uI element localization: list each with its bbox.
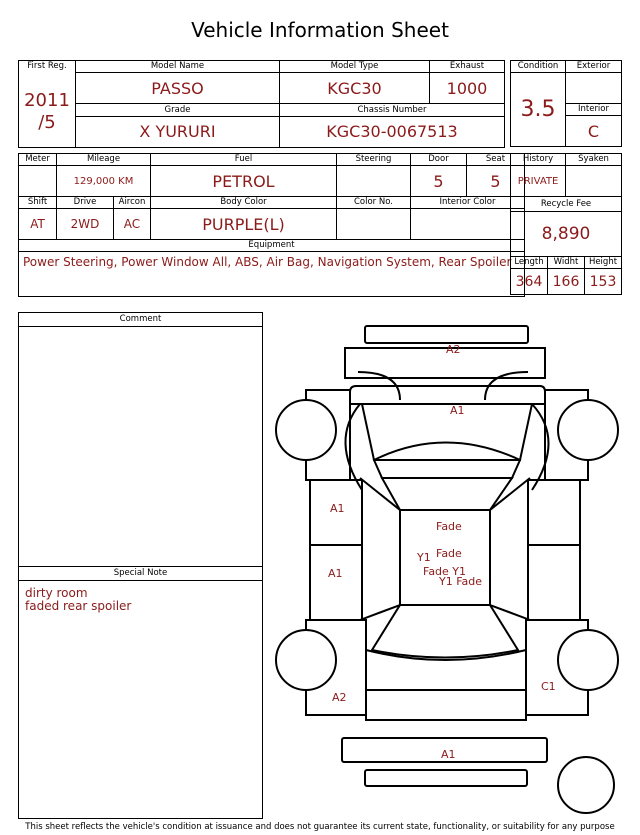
interior-value: C [566, 116, 622, 147]
history-value: PRIVATE [511, 166, 566, 197]
exterior-value [566, 73, 622, 104]
grade-value: X YURURI [76, 116, 280, 147]
door-value: 5 [411, 166, 467, 197]
height-label: Height [585, 257, 622, 269]
mark-right-rear-wheel: C1 [541, 680, 556, 693]
mark-roof-5: Y1 Fade [439, 575, 483, 588]
special-note-box [18, 566, 263, 819]
model-name-value: PASSO [76, 73, 280, 104]
recycle-fee-label: Recycle Fee [511, 197, 622, 212]
mark-front-bumper: A2 [446, 343, 461, 356]
mark-left-front-door: A1 [330, 502, 345, 515]
recycle-fee-value: 8,890 [511, 212, 622, 257]
shift-label: Shift [19, 197, 57, 209]
rear-window [372, 605, 518, 658]
comment-box [18, 312, 263, 567]
shift-value: AT [19, 209, 57, 240]
vehicle-spec-table [18, 153, 525, 297]
right-rear-wheel [558, 630, 618, 690]
left-front-wheel [276, 400, 336, 460]
fuel-label: Fuel [151, 154, 337, 166]
meter-value [19, 166, 57, 197]
car-damage-diagram [270, 320, 625, 820]
mileage-value: 129,000 KM [57, 166, 151, 197]
history-label: History [511, 154, 566, 166]
right-side [528, 480, 580, 620]
length-label: Length [511, 257, 548, 269]
model-name-label: Model Name [76, 61, 280, 73]
comment-label: Comment [19, 313, 262, 327]
disclaimer-footer: This sheet reflects the vehicle's condition at issuance and does not guarantee its current state, functionality, or suitability for any purpose [25, 822, 615, 832]
drive-value: 2WD [57, 209, 114, 240]
mark-roof-2: Fade [436, 547, 462, 560]
steering-value [337, 166, 411, 197]
length-value: 364 [511, 269, 548, 295]
exterior-label: Exterior [566, 61, 622, 73]
color-no-value [337, 209, 411, 240]
first-reg-label: First Reg. [27, 61, 67, 71]
mark-roof-3: Y1 [417, 551, 431, 564]
rear-bumper-lower [365, 770, 527, 786]
interior-color-label: Interior Color [411, 197, 525, 209]
body-color-label: Body Color [151, 197, 337, 209]
mileage-label: Mileage [57, 154, 151, 166]
rear-bumper [366, 690, 526, 720]
chassis-value: KGC30-0067513 [280, 116, 505, 147]
model-type-value: KGC30 [280, 73, 430, 104]
syaken-label: Syaken [566, 154, 622, 166]
fuel-value: PETROL [151, 166, 337, 197]
condition-value: 3.5 [511, 73, 566, 147]
hood-panel [362, 404, 532, 460]
drive-label: Drive [57, 197, 114, 209]
first-reg-month: /5 [38, 112, 56, 133]
mark-rear-bumper: A1 [441, 748, 456, 761]
height-value: 153 [585, 269, 622, 295]
color-no-label: Color No. [337, 197, 411, 209]
seat-label: Seat [467, 154, 525, 166]
width-label: Widht [548, 257, 585, 269]
right-pillar [490, 478, 530, 620]
mark-left-rear-door: A1 [328, 567, 343, 580]
equipment-label: Equipment [19, 240, 525, 252]
interior-label: Interior [566, 104, 622, 116]
exhaust-value: 1000 [430, 73, 505, 104]
equipment-value: Power Steering, Power Window All, ABS, Air Bag, Navigation System, Rear Spoiler [19, 252, 525, 297]
door-label: Door [411, 154, 467, 166]
mark-hood: A1 [450, 404, 465, 417]
mark-roof-4: Fade Y1 [423, 565, 467, 578]
trunk [366, 650, 526, 690]
vehicle-main-table [18, 60, 505, 148]
first-reg-year: 2011 [24, 90, 70, 111]
exhaust-label: Exhaust [430, 61, 505, 73]
syaken-value [566, 166, 622, 197]
aircon-label: Aircon [114, 197, 151, 209]
interior-color-value [411, 209, 525, 240]
width-value: 166 [548, 269, 585, 295]
chassis-label: Chassis Number [280, 104, 505, 116]
body-color-value: PURPLE(L) [151, 209, 337, 240]
grade-label: Grade [76, 104, 280, 116]
comment-text [19, 327, 262, 335]
first-reg-cell [19, 61, 76, 148]
steering-label: Steering [337, 154, 411, 166]
meter-label: Meter [19, 154, 57, 166]
condition-table [510, 60, 622, 147]
front-bumper-strip [365, 326, 528, 343]
aircon-value: AC [114, 209, 151, 240]
history-table [510, 153, 622, 295]
left-rear-wheel [276, 630, 336, 690]
mark-left-rear-fender: A2 [332, 691, 347, 704]
spare-wheel [558, 757, 614, 813]
seat-value: 5 [467, 166, 525, 197]
mark-roof-1: Fade [436, 520, 462, 533]
left-side [310, 480, 362, 620]
special-note-label: Special Note [19, 567, 262, 581]
right-front-wheel [558, 400, 618, 460]
page-title: Vehicle Information Sheet [191, 18, 449, 42]
hood [350, 386, 545, 404]
special-note-line: faded rear spoiler [25, 599, 132, 613]
special-note-line: dirty room [25, 586, 88, 600]
condition-label: Condition [511, 61, 566, 73]
model-type-label: Model Type [280, 61, 430, 73]
